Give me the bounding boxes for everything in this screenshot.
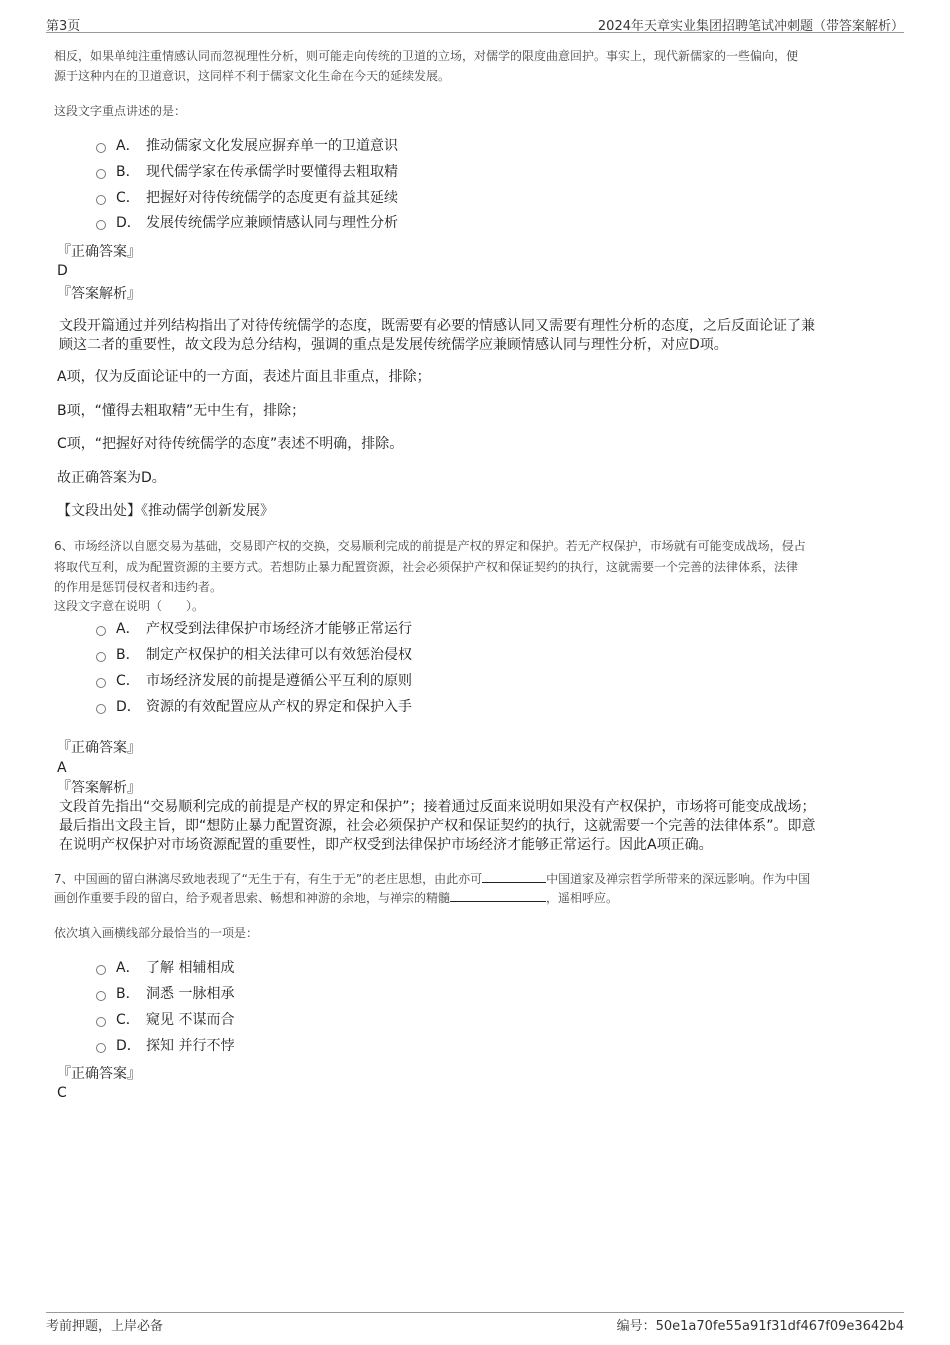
q7-answer: C: [57, 1085, 67, 1101]
q6-line-1: 6、市场经济以自愿交易为基础，交易即产权的交换，交易顺利完成的前提是产权的界定和保护。若无产权保护，市场就有可能变成战场，侵占: [54, 539, 806, 553]
radio-icon[interactable]: [96, 626, 106, 636]
q7-blank-2: [450, 889, 546, 902]
radio-icon[interactable]: [96, 1017, 106, 1027]
q6-option-c[interactable]: C． 市场经济发展的前提是遵循公平互利的原则: [96, 671, 412, 691]
q5-analysis-line-2: 顾这二者的重要性，故文段为总分结构，强调的重点是发展传统儒学应兼顾情感认同与理性分析，对应D项。: [59, 337, 728, 353]
q7-option-d[interactable]: D． 探知 并行不悖: [96, 1036, 234, 1056]
q7-option-b[interactable]: B． 洞悉 一脉相承: [96, 984, 234, 1004]
q6-analysis-line-3: 在说明产权保护对市场资源配置的重要性，即产权受到法律保护市场经济才能够正常运行。因此A项正确。: [59, 837, 713, 853]
q5-analysis-line-1: 文段开篇通过并列结构指出了对待传统儒学的态度，既需要有必要的情感认同又需要有理性分析的态度，之后反面论证了兼: [59, 318, 815, 334]
q7-option-a[interactable]: A． 了解 相辅相成: [96, 958, 234, 978]
page-header: [46, 14, 904, 33]
q7-blank-1: [482, 870, 546, 883]
q5-conclusion: 故正确答案为D。: [57, 470, 166, 486]
q5-option-d[interactable]: D． 发展传统儒学应兼顾情感认同与理性分析: [96, 213, 398, 233]
radio-icon[interactable]: [96, 678, 106, 688]
q5-option-b[interactable]: B． 现代儒学家在传承儒学时要懂得去粗取精: [96, 162, 398, 182]
q7-answer-label: 『正确答案』: [57, 1066, 141, 1082]
q5-option-c[interactable]: C． 把握好对待传统儒学的态度更有益其延续: [96, 188, 398, 208]
radio-icon[interactable]: [96, 143, 106, 153]
q7-line-1: 7、中国画的留白淋漓尽致地表现了“无生于有，有生于无”的老庄思想，由此亦可 中国道家及禅宗哲学所带来的深远影响。作为中国: [54, 872, 811, 886]
q7-prompt: 依次填入画横线部分最恰当的一项是：: [54, 926, 259, 940]
q6-option-b[interactable]: B． 制定产权保护的相关法律可以有效惩治侵权: [96, 645, 412, 665]
q5-note-c: C项，“把握好对待传统儒学的态度”表述不明确，排除。: [57, 436, 404, 452]
footer-code: 编号：50e1a70fe55a91f31df467f09e3642b4: [616, 1319, 904, 1334]
q5-passage-line-1: 相反，如果单纯注重情感认同而忽视理性分析，则可能走向传统的卫道的立场，对儒学的限度曲意回护。事实上，现代新儒家的一些偏向，便: [54, 49, 799, 63]
q6-prompt: 这段文字意在说明（ ）。: [54, 599, 205, 613]
radio-icon[interactable]: [96, 1043, 106, 1053]
radio-icon[interactable]: [96, 704, 106, 714]
q6-analysis-label: 『答案解析』: [57, 780, 141, 796]
radio-icon[interactable]: [96, 965, 106, 975]
q5-passage-line-2: 源于这种内在的卫道意识，这同样不利于儒家文化生命在今天的延续发展。: [54, 69, 451, 83]
q5-prompt: 这段文字重点讲述的是：: [54, 104, 187, 118]
q5-answer: D: [57, 263, 68, 279]
q6-option-a[interactable]: A． 产权受到法律保护市场经济才能够正常运行: [96, 619, 412, 639]
q5-analysis-label: 『答案解析』: [57, 286, 141, 302]
q5-note-a: A项，仅为反面论证中的一方面，表述片面且非重点，排除；: [57, 369, 431, 385]
q6-line-3: 的作用是惩罚侵权者和违约者。: [54, 580, 223, 594]
page-number: 第3页: [46, 19, 81, 34]
q6-analysis-line-1: 文段首先指出“交易顺利完成的前提是产权的界定和保护”；接着通过反面来说明如果没有产权保护，市场将可能变成战场；: [59, 799, 816, 815]
q5-note-b: B项，“懂得去粗取精”无中生有，排除；: [57, 403, 306, 419]
q6-answer-label: 『正确答案』: [57, 740, 141, 756]
radio-icon[interactable]: [96, 195, 106, 205]
q7-option-c[interactable]: C． 窥见 不谋而合: [96, 1010, 234, 1030]
radio-icon[interactable]: [96, 220, 106, 230]
radio-icon[interactable]: [96, 169, 106, 179]
footer-slogan: 考前押题，上岸必备: [46, 1319, 164, 1334]
q7-line-2: 画创作重要手段的留白，给予观者思索、畅想和神游的余地，与禅宗的精髓 ，遥相呼应。: [54, 891, 619, 905]
q6-answer: A: [57, 760, 67, 776]
radio-icon[interactable]: [96, 652, 106, 662]
q6-option-d[interactable]: D． 资源的有效配置应从产权的界定和保护入手: [96, 697, 412, 717]
q5-option-a[interactable]: A． 推动儒家文化发展应摒弃单一的卫道意识: [96, 136, 398, 156]
q5-answer-label: 『正确答案』: [57, 244, 141, 260]
document-title: 2024年天章实业集团招聘笔试冲刺题（带答案解析）: [597, 19, 904, 34]
q5-source: 【文段出处】《推动儒学创新发展》: [57, 503, 274, 519]
q6-analysis-line-2: 最后指出文段主旨，即“想防止暴力配置资源，社会必须保护产权和保证契约的执行，这就需要一个完善的法律体系”。即意: [59, 818, 816, 834]
radio-icon[interactable]: [96, 991, 106, 1001]
q6-line-2: 将取代互利，成为配置资源的主要方式。若想防止暴力配置资源，社会必须保护产权和保证契约的执行，这就需要一个完善的法律体系，法律: [54, 560, 799, 574]
page-footer: [46, 1312, 904, 1333]
